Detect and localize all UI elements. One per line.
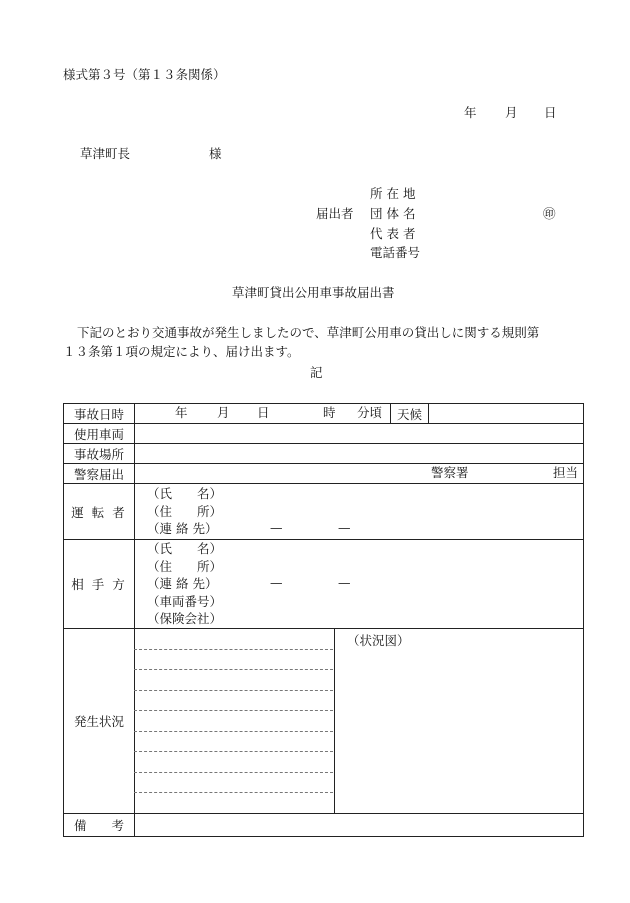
dt-minute: 分頃	[357, 405, 383, 420]
seal-mark: ㊞	[543, 206, 556, 221]
weather-value[interactable]	[429, 404, 584, 424]
other-insurance: （保険会社）	[147, 611, 223, 626]
dt-year: 年	[175, 405, 188, 420]
diagram-label: （状況図）	[347, 632, 410, 648]
other-plate: （車両番号）	[147, 593, 223, 609]
row-vehicle	[64, 424, 584, 444]
officer-label: 担当	[553, 465, 579, 480]
dotted-line	[134, 690, 333, 691]
other-contact: （連 絡 先）	[147, 576, 218, 591]
document-title: 草津町貸出公用車事故届出書	[232, 285, 395, 300]
police-report-label: 警察届出	[64, 464, 135, 484]
location-label: 事故場所	[64, 444, 135, 464]
police-report-value[interactable]	[135, 464, 584, 484]
police-station-label: 警察署	[431, 465, 469, 480]
dotted-line	[134, 669, 333, 670]
row-other-party	[64, 540, 584, 629]
applicant-role: 届出者	[316, 206, 354, 221]
driver-contact: （連 絡 先）	[147, 521, 218, 537]
driver-address: （住 所）	[147, 503, 223, 519]
location-value[interactable]	[135, 444, 584, 464]
date-day-label: 日	[544, 105, 557, 120]
dotted-line	[134, 772, 333, 773]
weather-label: 天候	[391, 404, 429, 424]
row-driver	[64, 484, 584, 540]
org-label: 団 体 名	[370, 206, 416, 221]
dt-hour: 時	[323, 405, 336, 420]
other-contact-dash-1: —	[270, 575, 283, 590]
form-number: 様式第３号（第１３条関係）	[63, 67, 226, 82]
addressee-name: 草津町長	[80, 146, 131, 161]
driver-contact-line	[135, 520, 583, 538]
body-text-line-1: 下記のとおり交通事故が発生しましたので、草津町公用車の貸出しに関する規則第	[77, 325, 540, 340]
dotted-line	[134, 751, 333, 752]
row-remarks	[64, 813, 584, 836]
other-party-info[interactable]	[135, 540, 584, 629]
other-address: （住 所）	[147, 558, 223, 574]
situation-diagram[interactable]	[335, 628, 584, 813]
dotted-line	[134, 792, 333, 793]
accident-datetime-label: 事故日時	[64, 404, 135, 424]
situation-label: 発生状況	[64, 628, 135, 813]
row-location	[64, 444, 584, 464]
remarks-value[interactable]	[135, 813, 584, 836]
other-party-label: 相 手 方	[64, 540, 135, 629]
driver-contact-dash-1: —	[270, 520, 283, 536]
vehicle-value[interactable]	[135, 424, 584, 444]
vehicle-label: 使用車両	[64, 424, 135, 444]
row-police	[64, 464, 584, 484]
row-situation	[64, 628, 584, 813]
body-text-line-2: １３条第１項の規定により、届け出ます。	[63, 344, 300, 359]
phone-label: 電話番号	[370, 245, 421, 260]
driver-info[interactable]	[135, 484, 584, 540]
dotted-line	[134, 649, 333, 650]
date-year-label: 年	[464, 105, 477, 120]
other-contact-dash-2: —	[338, 575, 351, 590]
dt-month: 月	[217, 405, 230, 420]
dotted-line	[134, 710, 333, 711]
accident-datetime-value	[135, 404, 391, 424]
dt-day: 日	[257, 405, 270, 420]
other-name: （氏 名）	[147, 541, 223, 556]
driver-contact-dash-2: —	[338, 520, 351, 536]
rep-label: 代 表 者	[370, 226, 416, 241]
remarks-label: 備 考	[64, 813, 135, 836]
address-label: 所 在 地	[370, 186, 416, 201]
addressee-honorific: 様	[209, 146, 222, 161]
ki-heading: 記	[310, 365, 323, 380]
dotted-line	[134, 731, 333, 732]
driver-name: （氏 名）	[147, 486, 223, 502]
situation-notes[interactable]	[135, 628, 335, 813]
row-accident-datetime	[64, 404, 584, 424]
date-month-label: 月	[505, 105, 518, 120]
driver-label: 運 転 者	[64, 484, 135, 540]
other-contact-line	[135, 575, 583, 593]
